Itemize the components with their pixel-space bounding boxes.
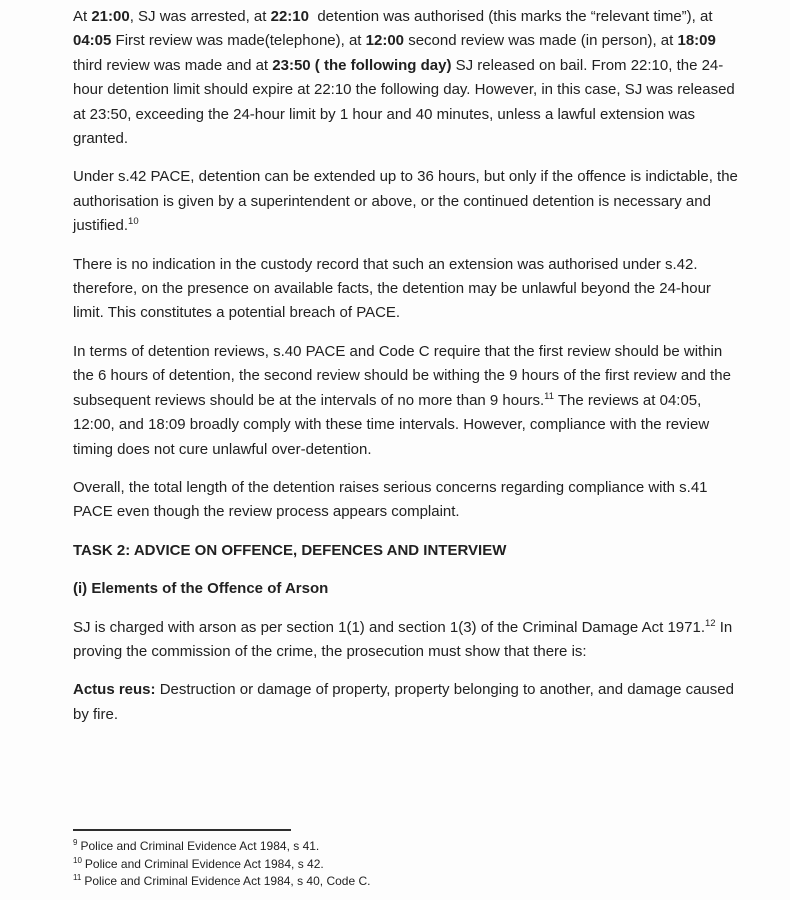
footnote-text: Police and Criminal Evidence Act 1984, s 40, Code C.: [84, 874, 371, 889]
para-s42-extension: [73, 165, 743, 238]
footnotes-section: [73, 829, 740, 891]
para-detention-timeline: [73, 5, 740, 151]
para-no-extension-found: [73, 253, 740, 326]
bold-text-run: 22:10: [270, 8, 309, 25]
footnote-item: [73, 856, 740, 874]
text-run: Destruction or damage of property, property belonging to another, and damage caused by fire.: [73, 681, 739, 723]
text-run: At: [73, 8, 92, 25]
text-run: third review was made and at: [73, 32, 725, 74]
para-actus-reus: [73, 678, 740, 727]
text-run: SJ is charged with arson as per section 1(1) and section 1(3) of the Criminal Damage Act 1971.: [73, 618, 705, 636]
bold-text-run: 12:00: [365, 32, 405, 50]
footnote-marker: 10: [73, 855, 82, 865]
footnote-reference: 11: [544, 390, 554, 402]
footnote-marker: 9: [73, 838, 78, 847]
para-review-timing: [73, 340, 740, 462]
para-arson-charge: [73, 616, 740, 665]
bold-text-run: TASK 2: ADVICE ON OFFENCE, DEFENCES AND INTERVIEW: [73, 541, 507, 559]
footnote-text: Police and Criminal Evidence Act 1984, s 41.: [80, 839, 320, 853]
text-run: , SJ was arrested, at: [129, 8, 271, 25]
heading-task-2: [73, 539, 740, 563]
text-run: There is no indication in the custody record that such an extension was authorised under s.42. therefore, on the presence on available facts, the detention may be unlawful beyond the 24-hour limit. This constitutes a potential breach of PACE.: [73, 255, 716, 322]
text-run: First review was made(telephone), at: [111, 32, 366, 50]
footnote-item: [73, 873, 740, 891]
bold-text-run: 04:05: [73, 32, 112, 50]
heading-arson-elements: [73, 577, 740, 601]
bold-text-run: 21:00: [91, 8, 130, 25]
document-body: [73, 5, 743, 741]
footnote-reference: 12: [705, 617, 716, 629]
footnote-text: Police and Criminal Evidence Act 1984, s 42.: [84, 856, 324, 871]
text-run: detention was authorised (this marks the “relevant time”), at: [308, 8, 717, 25]
text-run: second review was made (in person), at: [404, 32, 678, 50]
text-run: In proving the commission of the crime, the prosecution must show that there is:: [73, 618, 737, 660]
bold-text-run: 23:50 ( the following day): [272, 56, 452, 74]
footnote-marker: 11: [73, 873, 82, 883]
text-run: The reviews at 04:05, 12:00, and 18:09 broadly comply with these time intervals. However, compliance with the review timing does not cure unlawful over-detention.: [73, 391, 714, 458]
text-run: Overall, the total length of the detention raises serious concerns regarding compliance with s.41 PACE even though the review process appears complaint.: [73, 478, 712, 521]
footnote-reference: 10: [128, 216, 139, 228]
bold-text-run: 18:09: [677, 32, 716, 50]
text-run: SJ released on bail. From 22:10, the 24-hour detention limit should expire at 22:10 the following day. However, in this case, SJ was released at 23:50, exceeding the 24-hour limit by 1 hour and 40 minutes, unless a lawful extension was granted.: [73, 56, 739, 148]
footnote-divider: [73, 829, 291, 831]
footnote-item: [73, 838, 740, 856]
para-overall-concern: [73, 476, 740, 525]
bold-text-run: (i) Elements of the Offence of Arson: [73, 580, 329, 598]
text-run: In terms of detention reviews, s.40 PACE and Code C require that the first review should be within the 6 hours of detention, the second review should be withing the 9 hours of the first review and the subsequent reviews should be at the intervals of no more than 9 hours.: [73, 342, 736, 409]
text-run: Under s.42 PACE, detention can be extended up to 36 hours, but only if the offence is indictable, the authorisation is given by a superintendent or above, or the continued detention is necessary and justified.: [73, 168, 743, 235]
bold-text-run: Actus reus:: [73, 681, 156, 699]
footnote-list: [73, 838, 740, 891]
